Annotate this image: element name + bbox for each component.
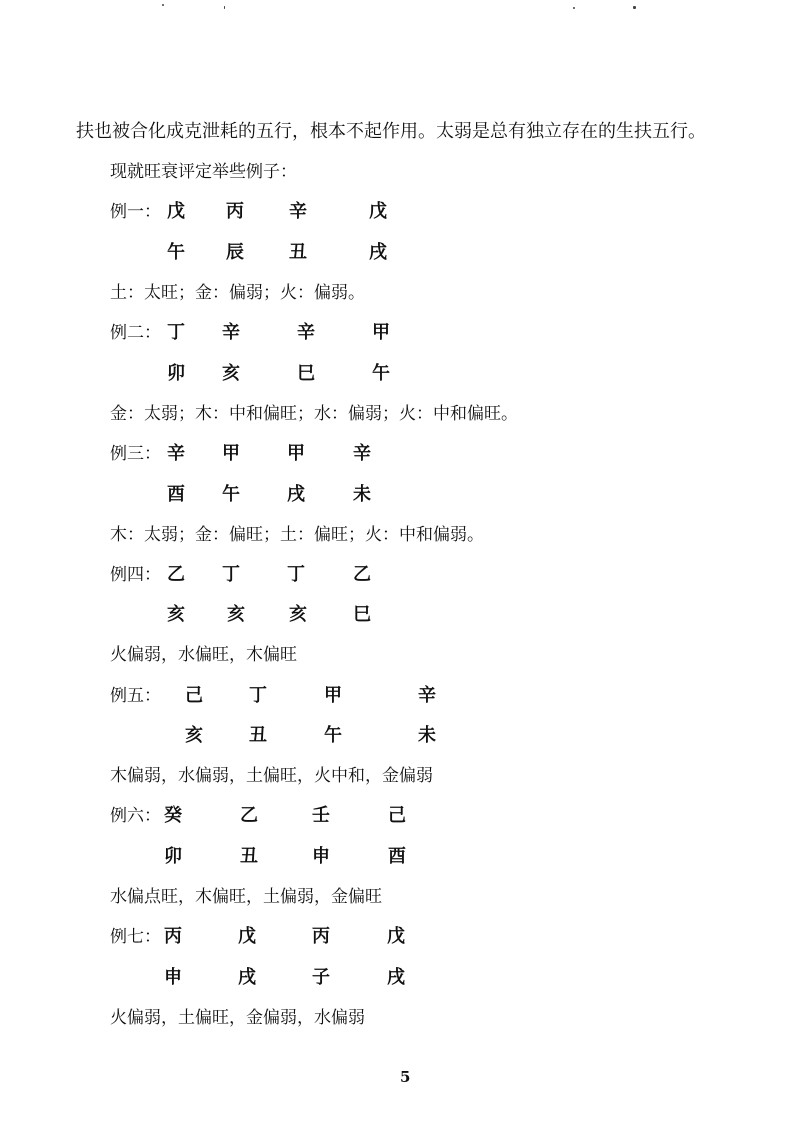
branch-3: 戌 (287, 484, 305, 505)
stem-3: 甲 (324, 685, 342, 706)
stem-1: 丙 (164, 926, 182, 947)
example-label: 例四： (110, 565, 161, 585)
example-label: 例一： (110, 202, 161, 222)
stem-1: 辛 (167, 443, 185, 464)
branch-2: 丑 (240, 846, 258, 867)
branch-3: 亥 (289, 604, 307, 625)
stem-2: 丙 (226, 201, 244, 222)
example-label: 例三： (110, 444, 161, 464)
stem-1: 戊 (167, 201, 185, 222)
stem-4: 己 (388, 805, 406, 826)
page-number: 5 (400, 1068, 411, 1086)
stem-3: 辛 (289, 201, 307, 222)
branch-1: 卯 (164, 846, 182, 867)
branch-1: 申 (164, 967, 182, 988)
branch-2: 午 (222, 484, 240, 505)
stem-2: 丁 (222, 564, 240, 585)
branch-3: 子 (312, 967, 330, 988)
stem-4: 辛 (353, 443, 371, 464)
stem-1: 癸 (164, 805, 182, 826)
branch-1: 亥 (167, 604, 185, 625)
branch-2: 戌 (238, 967, 256, 988)
branch-3: 午 (324, 725, 342, 746)
branch-4: 巳 (353, 604, 371, 625)
example-note: 木偏弱，水偏弱，土偏旺，火中和，金偏弱 (110, 766, 433, 786)
example-label: 例五： (110, 686, 161, 706)
branch-4: 未 (353, 484, 371, 505)
stem-4: 甲 (372, 322, 390, 343)
example-label: 例六： (110, 806, 161, 826)
branch-3: 申 (312, 846, 330, 867)
branch-4: 戌 (387, 967, 405, 988)
stem-2: 甲 (222, 443, 240, 464)
branch-4: 戌 (369, 242, 387, 263)
stem-4: 戊 (369, 201, 387, 222)
scan-speck (162, 4, 164, 6)
example-note: 土：太旺；金：偏弱；火：偏弱。 (110, 283, 365, 303)
stem-2: 乙 (240, 805, 258, 826)
intro-line-1: 扶也被合化成克泄耗的五行，根本不起作用。太弱是总有独立存在的生扶五行。 (76, 121, 706, 142)
stem-3: 辛 (297, 322, 315, 343)
stem-3: 丁 (287, 564, 305, 585)
stem-3: 甲 (287, 443, 305, 464)
branch-2: 亥 (227, 604, 245, 625)
stem-2: 戊 (238, 926, 256, 947)
scan-speck (224, 6, 225, 9)
stem-1: 乙 (167, 564, 185, 585)
branch-4: 午 (372, 363, 390, 384)
example-note: 木：太弱；金：偏旺；土：偏旺；火：中和偏弱。 (110, 525, 484, 545)
stem-3: 丙 (312, 926, 330, 947)
stem-2: 辛 (222, 322, 240, 343)
stem-4: 辛 (418, 685, 436, 706)
branch-2: 亥 (222, 363, 240, 384)
example-label: 例七： (110, 927, 161, 947)
stem-4: 戊 (387, 926, 405, 947)
stem-1: 己 (185, 685, 203, 706)
stem-3: 壬 (312, 805, 330, 826)
example-note: 火偏弱，土偏旺，金偏弱，水偏弱 (110, 1008, 365, 1028)
branch-2: 辰 (226, 242, 244, 263)
example-label: 例二： (110, 323, 161, 343)
example-note: 火偏弱，水偏旺，木偏旺 (110, 645, 297, 665)
branch-4: 酉 (388, 846, 406, 867)
branch-1: 午 (167, 242, 185, 263)
example-note: 水偏点旺，木偏旺，土偏弱，金偏旺 (110, 887, 382, 907)
scan-speck (573, 7, 575, 9)
intro-line-2: 现就旺衰评定举些例子： (110, 162, 297, 182)
branch-3: 丑 (289, 242, 307, 263)
branch-1: 酉 (167, 484, 185, 505)
branch-3: 巳 (297, 363, 315, 384)
branch-1: 亥 (185, 725, 203, 746)
example-note: 金：太弱；木：中和偏旺；水：偏弱；火：中和偏旺。 (110, 404, 518, 424)
stem-2: 丁 (249, 685, 267, 706)
branch-2: 丑 (249, 725, 267, 746)
branch-1: 卯 (167, 363, 185, 384)
branch-4: 未 (418, 725, 436, 746)
stem-4: 乙 (353, 564, 371, 585)
stem-1: 丁 (167, 322, 185, 343)
scan-speck (633, 6, 636, 9)
